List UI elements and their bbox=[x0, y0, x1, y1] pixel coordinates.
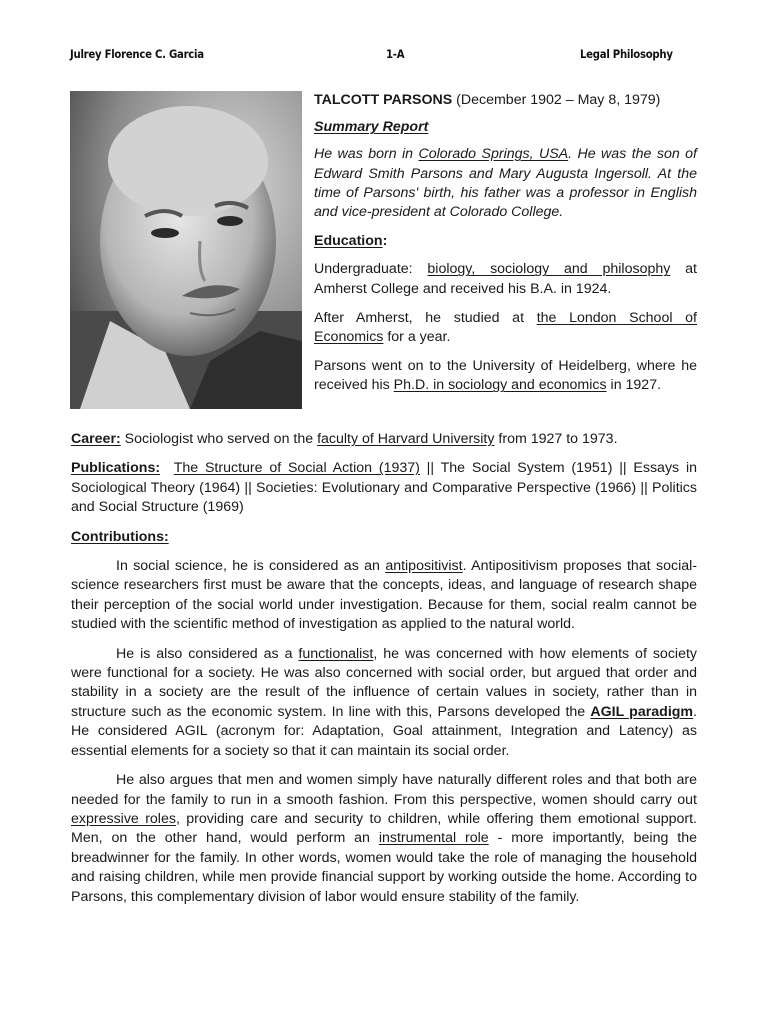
text: He is also considered as a bbox=[116, 645, 299, 662]
summary-heading bbox=[314, 118, 697, 137]
text: , he was concerned with how elements of society were functional for a society. He was also concerned with social order, but argued that order and stability in a society are the result of the influence of certain values in society, rather than in structure such as the economic system. In line with this, Parsons developed the bbox=[71, 645, 697, 720]
header-subject: Legal Philosophy bbox=[580, 47, 673, 61]
text: at Amherst College and received his B.A. in 1924. bbox=[314, 261, 697, 297]
birthplace-link[interactable]: Colorado Springs, USA bbox=[418, 146, 569, 163]
text: After Amherst, he studied at bbox=[314, 309, 537, 326]
header-author: Julrey Florence C. Garcia bbox=[70, 47, 204, 61]
education-heading-text: Education bbox=[314, 233, 383, 250]
text: He also argues that men and women simply have naturally different roles and that both are needed for the family to run in a smooth fashion. From this perspective, women should carry out bbox=[71, 772, 697, 808]
functionalist-paragraph bbox=[71, 645, 697, 761]
bio-column bbox=[314, 91, 697, 406]
subject-name: TALCOTT PARSONS bbox=[314, 92, 453, 108]
lse-link[interactable]: the London School of Economics bbox=[314, 309, 697, 346]
main-body bbox=[71, 430, 697, 917]
expressive-roles-link[interactable]: expressive roles bbox=[71, 810, 176, 827]
portrait-illustration bbox=[70, 91, 302, 409]
text: He was born in bbox=[314, 146, 419, 163]
antipositivist-link[interactable]: antipositivist bbox=[385, 558, 463, 575]
career-heading: Career: bbox=[71, 431, 121, 447]
functionalist-link[interactable]: functionalist bbox=[298, 645, 374, 662]
text: . Antipositivism proposes that social-science researchers first must be aware that the concepts, ideas, and language of research shape their perception of the social world under investigation. Because for them, social realm cannot be studied with the scientific method of investigation as applied to the natural world. bbox=[71, 558, 697, 633]
title-line bbox=[314, 91, 697, 110]
subject-dates: (December 1902 – May 8, 1979) bbox=[452, 92, 661, 108]
agil-paradigm-link[interactable]: AGIL paradigm bbox=[590, 703, 694, 720]
contributions-heading-text: Contributions: bbox=[71, 528, 169, 545]
lse-paragraph bbox=[314, 309, 697, 347]
contributions-heading bbox=[71, 528, 697, 547]
publications-list: || The Social System (1951) || Essays in Sociological Theory (1964) || Societies: Evolutionary and Comparative Perspective (1966) || Politics and Social Structure (1969) bbox=[71, 460, 697, 516]
undergrad-fields-link[interactable]: biology, sociology and philosophy bbox=[427, 261, 671, 278]
phd-link[interactable]: Ph.D. in sociology and economics bbox=[393, 377, 607, 394]
gender-roles-paragraph bbox=[71, 771, 697, 907]
structure-of-social-action-link[interactable]: The Structure of Social Action (1937) bbox=[173, 460, 420, 477]
text: from 1927 to 1973. bbox=[494, 431, 618, 447]
publications-paragraph bbox=[71, 459, 697, 517]
career-paragraph bbox=[71, 430, 697, 449]
portrait-photo bbox=[70, 91, 302, 409]
text: in 1927. bbox=[606, 377, 662, 394]
summary-heading-text: Summary Report bbox=[314, 119, 429, 136]
text: for a year. bbox=[383, 329, 451, 346]
antipositivist-paragraph bbox=[71, 557, 697, 635]
text: - more importantly, being the breadwinner for the family. In other words, women would take the role of managing the household and raising children, while men provide financial support by working outside the home. According to Parsons, this complementary division of labor would ensure stability of the family. bbox=[71, 830, 697, 905]
text: Sociologist who served on the bbox=[120, 431, 318, 447]
education-heading bbox=[314, 232, 697, 251]
undergrad-paragraph bbox=[314, 260, 697, 298]
harvard-link[interactable]: faculty of Harvard University bbox=[317, 431, 495, 447]
text: , providing care and security to children, while offering them emotional support. Men, on the other hand, would perform an bbox=[71, 810, 697, 847]
phd-paragraph bbox=[314, 357, 697, 395]
text: . He considered AGIL (acronym for: Adaptation, Goal attainment, Integration and Latency) as essential elements for a society so that it can maintain its social order. bbox=[71, 703, 697, 759]
text: Undergraduate: bbox=[314, 261, 428, 278]
birth-paragraph bbox=[314, 145, 697, 222]
publications-heading: Publications: bbox=[71, 460, 161, 477]
instrumental-role-link[interactable]: instrumental role bbox=[378, 830, 489, 847]
text: In social science, he is considered as an bbox=[116, 558, 386, 575]
colon: : bbox=[382, 233, 388, 250]
header-section: 1-A bbox=[386, 47, 405, 61]
text: Parsons went on to the University of Heidelberg, where he received his bbox=[314, 358, 697, 394]
text: . He was the son of Edward Smith Parsons and Mary Augusta Ingersoll. At the time of Parsons' birth, his father was a professor in English and vice-president at Colorado College. bbox=[314, 146, 697, 221]
